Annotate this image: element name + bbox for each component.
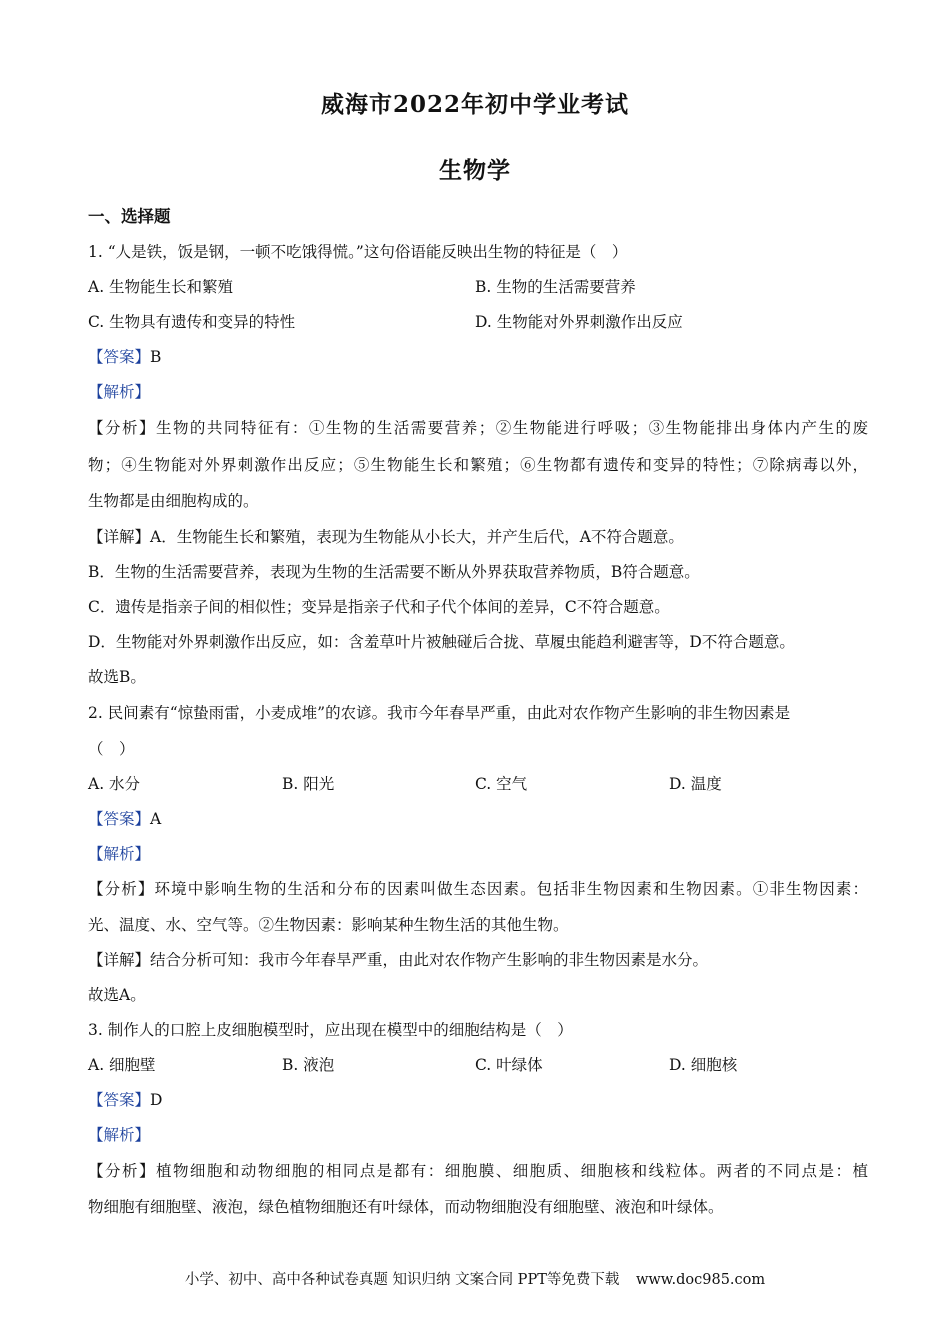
q1-detail-c: C．遗传是指亲子间的相似性；变异是指亲子代和子代个体间的差异，C不符合题意。	[88, 598, 670, 616]
fenxi-tag: 【分析】	[88, 419, 156, 437]
subject-title: 生物学	[439, 157, 511, 184]
analysis-tag: 【解析】	[88, 845, 151, 863]
footer-link[interactable]: www.doc985.com	[635, 1272, 766, 1288]
q1-detail-a	[88, 527, 868, 547]
q2-fenxi-line-1	[88, 879, 868, 899]
q1-option-c: C. 生物具有遗传和变异的特性	[88, 313, 296, 331]
q2-detail	[88, 950, 868, 970]
q3-stem: 3. 制作人的口腔上皮细胞模型时，应出现在模型中的细胞结构是（ ）	[88, 1021, 573, 1039]
detail-text: 结合分析可知：我市今年春旱严重，由此对农作物产生影响的非生物因素是水分。	[150, 951, 709, 969]
q1-fenxi-line-1	[88, 418, 868, 438]
q1-conclusion: 故选B。	[88, 668, 146, 686]
answer-tag: 【答案】	[88, 348, 151, 366]
q3-fenxi-line-2: 物细胞有细胞壁、液泡，绿色植物细胞还有叶绿体，而动物细胞没有细胞壁、液泡和叶绿体。	[88, 1198, 724, 1216]
fenxi-text: 植物细胞和动物细胞的相同点是都有：细胞膜、细胞质、细胞核和线粒体。两者的不同点是：植	[155, 1162, 868, 1180]
answer-value: A	[150, 810, 162, 828]
q2-option-a: A. 水分	[88, 775, 141, 793]
q1-option-a: A. 生物能生长和繁殖	[88, 278, 234, 296]
q1-analysis-tag	[88, 382, 868, 402]
q2-conclusion: 故选A。	[88, 986, 146, 1004]
q1-fenxi-line-3: 生物都是由细胞构成的。	[88, 492, 259, 510]
analysis-tag: 【解析】	[88, 1126, 151, 1144]
answer-tag: 【答案】	[88, 1091, 151, 1109]
detail-text: A．生物能生长和繁殖，表现为生物能从小长大，并产生后代，A不符合题意。	[150, 528, 684, 546]
q2-option-c: C. 空气	[475, 775, 528, 793]
fenxi-text: 生物的共同特征有：①生物的生活需要营养；②生物能进行呼吸；③生物能排出身体内产生的废	[155, 419, 868, 437]
detail-tag: 【详解】	[88, 528, 151, 546]
section-heading: 一、选择题	[88, 207, 171, 226]
answer-tag: 【答案】	[88, 810, 151, 828]
q1-option-d: D. 生物能对外界刺激作出反应	[475, 313, 683, 331]
q3-option-c: C. 叶绿体	[475, 1056, 543, 1074]
page-footer	[0, 1268, 950, 1289]
q3-answer	[88, 1090, 868, 1110]
fenxi-tag: 【分析】	[88, 1162, 156, 1180]
analysis-tag: 【解析】	[88, 383, 151, 401]
q1-answer	[88, 347, 868, 367]
q1-fenxi-line-2: 物；④生物能对外界刺激作出反应；⑤生物能生长和繁殖；⑥生物都有遗传和变异的特性；⑦除病毒以外，	[88, 456, 868, 474]
q1-detail-d: D．生物能对外界刺激作出反应，如：含羞草叶片被触碰后合拢、草履虫能趋利避害等，D不符合题意。	[88, 633, 795, 651]
q3-option-b: B. 液泡	[282, 1056, 335, 1074]
fenxi-tag: 【分析】	[88, 880, 155, 898]
q1-option-b: B. 生物的生活需要营养	[475, 278, 636, 296]
q3-analysis-tag	[88, 1125, 868, 1145]
q3-option-d: D. 细胞核	[669, 1056, 738, 1074]
q3-option-a: A. 细胞壁	[88, 1056, 156, 1074]
answer-value: B	[150, 348, 162, 366]
q2-option-d: D. 温度	[669, 775, 722, 793]
q3-fenxi-line-1	[88, 1161, 868, 1181]
q2-fenxi-line-2: 光、温度、水、空气等。②生物因素：影响某种生物生活的其他生物。	[88, 916, 569, 934]
q1-detail-b: B．生物的生活需要营养，表现为生物的生活需要不断从外界获取营养物质，B符合题意。	[88, 563, 700, 581]
q2-analysis-tag	[88, 844, 868, 864]
fenxi-text: 环境中影响生物的生活和分布的因素叫做生态因素。包括非生物因素和生物因素。①非生物因素：	[154, 880, 868, 898]
q2-answer	[88, 809, 868, 829]
detail-tag: 【详解】	[88, 951, 151, 969]
exam-title: 威海市2022年初中学业考试	[320, 91, 629, 118]
footer-text: 小学、初中、高中各种试卷真题 知识归纳 文案合同 PPT等免费下载	[184, 1272, 620, 1288]
q2-option-b: B. 阳光	[282, 775, 335, 793]
q1-stem: 1. “人是铁，饭是钢，一顿不吃饿得慌。”这句俗语能反映出生物的特征是（ ）	[88, 243, 628, 261]
q2-stem-line-1: 2. 民间素有“惊蛰雨雷，小麦成堆”的农谚。我市今年春旱严重，由此对农作物产生影响的非生物因素是	[88, 704, 791, 722]
q2-stem-line-2: （ ）	[88, 740, 135, 758]
answer-value: D	[150, 1091, 163, 1109]
